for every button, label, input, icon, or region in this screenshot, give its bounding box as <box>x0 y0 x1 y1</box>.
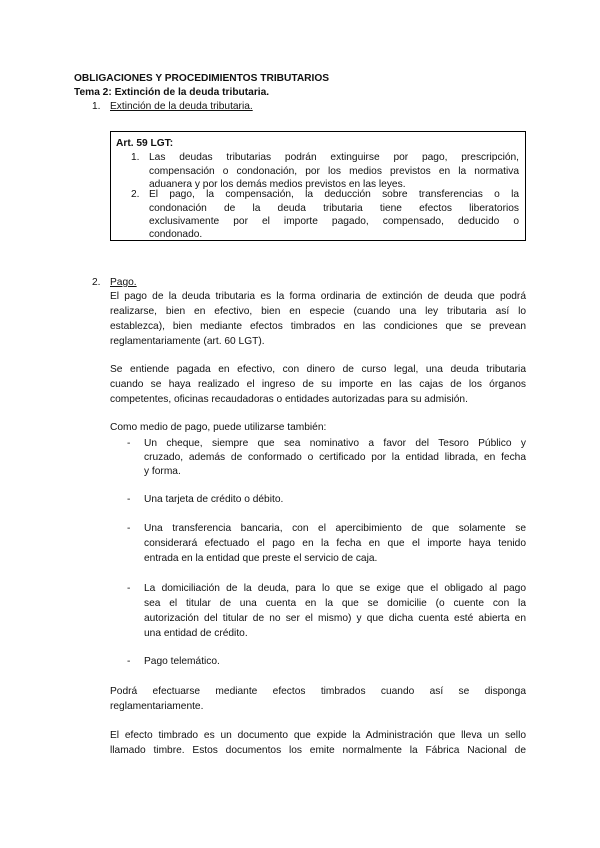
bullet-line: Un cheque, siempre que sea nominativo a favor del Tesoro Público y <box>144 438 526 449</box>
bullet-dash: - <box>127 438 131 449</box>
paragraph-line: establezca), bien mediante efectos timbrados en las condiciones que se prevean <box>110 321 526 332</box>
bullet-line: y forma. <box>144 466 181 477</box>
paragraph-line: Se entiende pagada en efectivo, con dinero de curso legal, una deuda tributaria <box>110 364 526 375</box>
bullet-line: sea el titular de una cuenta en la que se domicilie (o cuente con la <box>144 598 526 609</box>
paragraph-line: llamado timbre. Estos documentos los emite normalmente la Fábrica Nacional de <box>110 745 526 756</box>
paragraph-line: reglamentariamente (art. 60 LGT). <box>110 336 265 347</box>
bullet-dash: - <box>127 583 131 594</box>
bullet-dash: - <box>127 494 131 505</box>
paragraph-line: reglamentariamente. <box>110 701 204 712</box>
paragraph-line: Podrá efectuarse mediante efectos timbrados cuando así se disponga <box>110 686 526 697</box>
paragraph-line: El efecto timbrado es un documento que expide la Administración que lleva un sello <box>110 730 526 741</box>
topic-title: Tema 2: Extinción de la deuda tributaria. <box>74 87 270 98</box>
section-heading: Extinción de la deuda tributaria. <box>110 101 253 112</box>
bullet-line: entrada en la entidad que preste el servicio de caja. <box>144 553 378 564</box>
box-title: Art. 59 LGT: <box>116 138 174 149</box>
box-item-line: condonación de la deuda tributaria tiene efectos liberatorios <box>149 203 519 214</box>
bullet-line: La domiciliación de la deuda, para lo que se exige que el obligado al pago <box>144 583 526 594</box>
paragraph-line: competentes, oficinas recaudadoras o entidades autorizadas para su admisión. <box>110 394 468 405</box>
section-number: 2. <box>92 277 101 288</box>
list-intro: Como medio de pago, puede utilizarse también: <box>110 422 327 433</box>
box-item-line: compensación o condonación, por los medios previstos en la normativa <box>149 166 519 177</box>
box-item-line: Las deudas tributarias podrán extinguirse por pago, prescripción, <box>149 152 519 163</box>
box-item-line: El pago, la compensación, la deducción sobre transferencias o la <box>149 189 519 200</box>
box-item-line: exclusivamente por el importe pagado, compensado, deducido o <box>149 216 519 227</box>
bullet-line: Una tarjeta de crédito o débito. <box>144 494 284 505</box>
bullet-line: Una transferencia bancaria, con el apercibimiento de que solamente se <box>144 523 526 534</box>
box-item-number: 1. <box>131 152 140 163</box>
section-heading: Pago. <box>110 277 137 288</box>
bullet-line: cruzado, además de conformado o certificado por la entidad librada, en fecha <box>144 452 526 463</box>
bullet-line: Pago telemático. <box>144 656 220 667</box>
bullet-line: una entidad de crédito. <box>144 628 248 639</box>
box-item-line: condonado. <box>149 229 203 240</box>
paragraph-line: realizarse, bien en efectivo, bien en especie (cuando una ley tributaria así lo <box>110 306 526 317</box>
bullet-line: autorización del titular de no ser el mismo) y que dicha cuenta esté abierta en <box>144 613 526 624</box>
paragraph-line: cuando se haya realizado el ingreso de su importe en las cajas de los órganos <box>110 379 526 390</box>
section-number: 1. <box>92 101 101 112</box>
paragraph-line: El pago de la deuda tributaria es la forma ordinaria de extinción de deuda que podrá <box>110 291 526 302</box>
bullet-dash: - <box>127 523 131 534</box>
box-item-line: aduanera y por los demás medios previstos en las leyes. <box>149 179 406 190</box>
bullet-line: considerará efectuado el pago en la fecha en que el importe haya tenido <box>144 538 526 549</box>
box-item-number: 2. <box>131 189 140 200</box>
document-title: OBLIGACIONES Y PROCEDIMIENTOS TRIBUTARIOS <box>74 73 330 84</box>
bullet-dash: - <box>127 656 131 667</box>
